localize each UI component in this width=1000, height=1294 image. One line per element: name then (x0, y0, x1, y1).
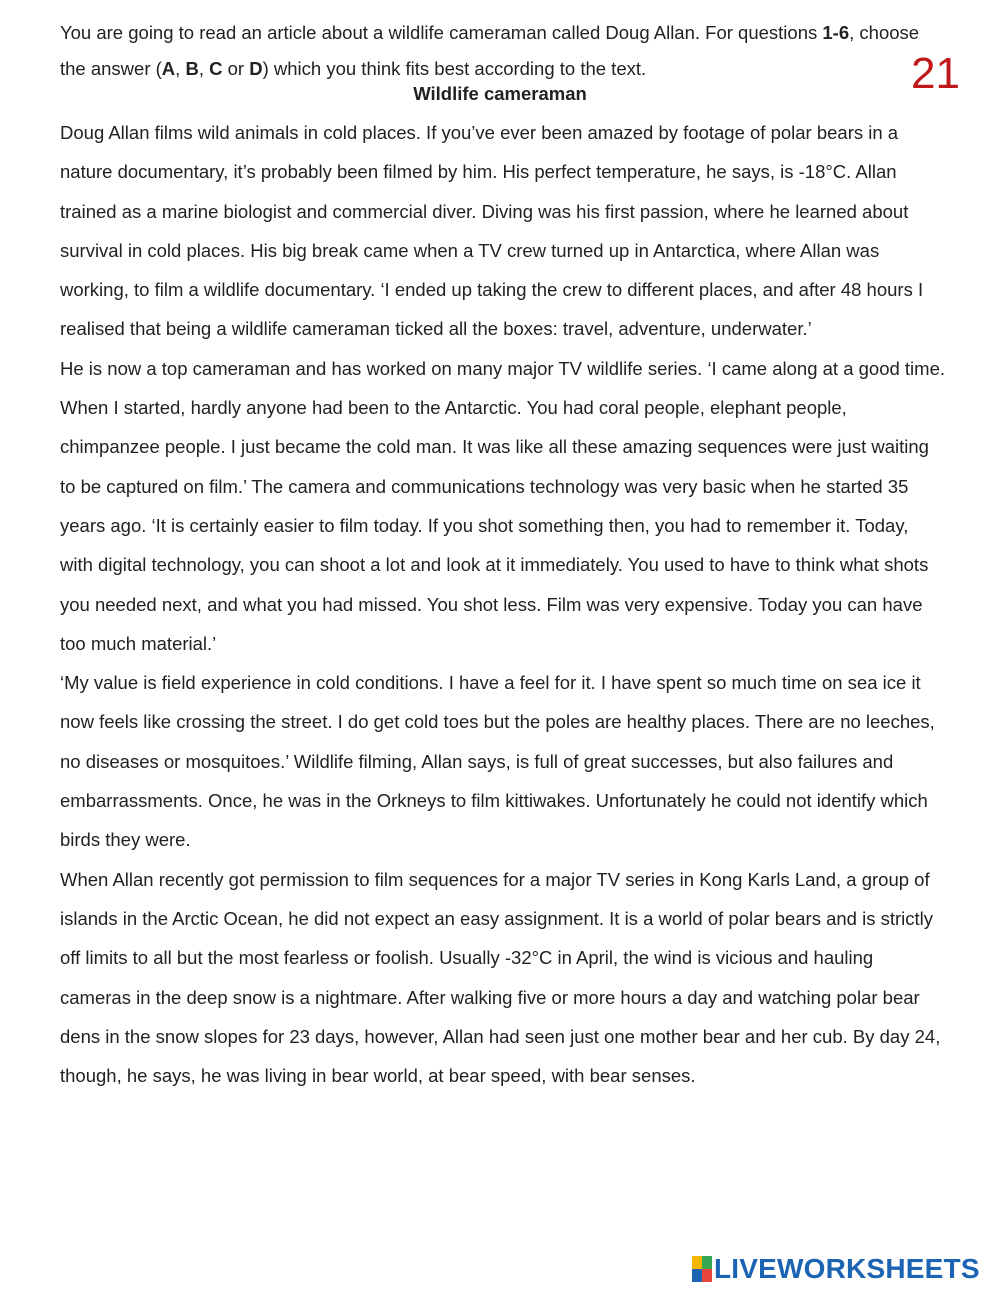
separator: , (175, 57, 186, 79)
question-range: 1-6 (822, 22, 850, 43)
article-body (60, 113, 945, 1095)
article-paragraph-3: ‘My value is field experience in cold conditions. I have a feel for it. I have spent so much time on sea ice it now feels like crossing the street. I do get cold toes but the poles are healthy places. There are no leeches, no diseases or mosquitoes.’ Wildlife filming, Allan says, is full of great successes, but also failures and embarrassments. Once, he was in the Orkneys to film kittiwakes. Unfortunately he could not identify which birds they were. (60, 672, 935, 851)
option-d: D (249, 57, 263, 79)
article-paragraph-2: He is now a top cameraman and has worked on many major TV wildlife series. ‘I came along at a good time. When I started, hardly anyone had been to the Antarctic. You had coral people, elephant people, chimpanzee people. I just became the cold man. It was like all these amazing sequences were just waiting to be captured on film.’ The camera and communications technology was very basic when he started 35 years ago. ‘It is certainly easier to film today. If you shot something then, you had to remember it. Today, with digital technology, you can shoot a lot and look at it immediately. You used to have to think what shots you needed next, and what you had missed. You shot less. Film was very expensive. Today you can have too much material.’ (60, 357, 946, 654)
option-b: B (185, 57, 199, 79)
instructions-text-3: ) which you think fits best according to the text. (262, 57, 647, 79)
option-c: C (209, 57, 223, 79)
instructions (60, 15, 920, 86)
separator: or (222, 57, 250, 79)
article-title: Wildlife cameraman (413, 83, 587, 104)
liveworksheets-logo (692, 1253, 980, 1285)
page-number: 21 (911, 49, 960, 98)
instructions-text-1: You are going to read an article about a wildlife cameraman called Doug Allan. For questions (60, 22, 823, 43)
instructions-text-2: , choose the answer ( (60, 22, 920, 79)
liveworksheets-logo-icon (692, 1256, 712, 1282)
logo-text: LIVEWORKSHEETS (714, 1253, 980, 1284)
article-paragraph-1: Doug Allan films wild animals in cold places. If you’ve ever been amazed by footage of polar bears in a nature documentary, it’s probably been filmed by him. His perfect temperature, he says, is -18°C. Allan trained as a marine biologist and commercial diver. Diving was his first passion, where he learned about survival in cold places. His big break came when a TV crew turned up in Antarctica, where Allan was working, to film a wildlife documentary. ‘I ended up taking the crew to different places, and after 48 hours I realised that being a wildlife cameraman ticked all the boxes: travel, adventure, underwater.’ (60, 122, 924, 340)
separator: , (198, 57, 210, 79)
option-a: A (161, 57, 176, 79)
article-paragraph-4: When Allan recently got permission to film sequences for a major TV series in Kong Karls Land, a group of islands in the Arctic Ocean, he did not expect an easy assignment. It is a world of polar bears and is strictly off limits to all but the most fearless or foolish. Usually -32°C in April, the wind is vicious and hauling cameras in the deep snow is a nightmare. After walking five or more hours a day and watching polar bear dens in the snow slopes for 23 days, however, Allan had seen just one mother bear and her cub. By day 24, though, he says, he was living in bear world, at bear speed, with bear senses. (60, 868, 941, 1087)
